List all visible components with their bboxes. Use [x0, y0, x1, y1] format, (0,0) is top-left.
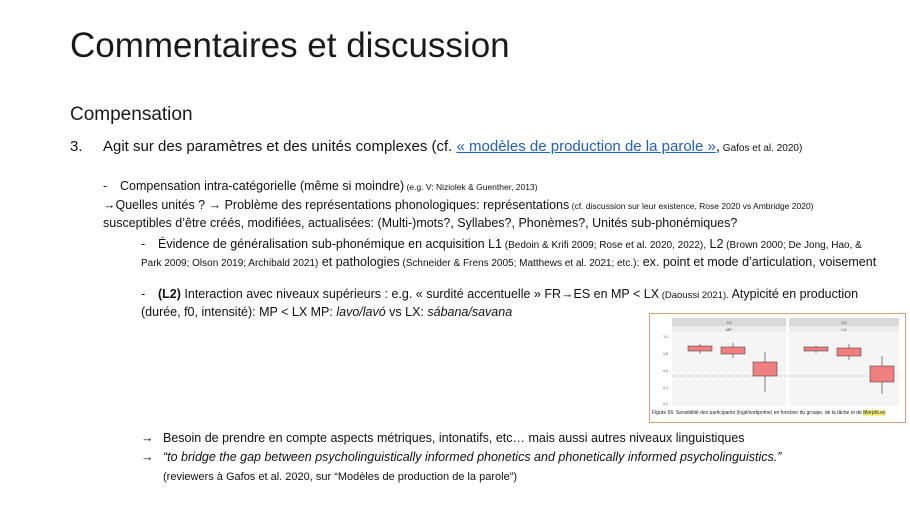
box — [837, 348, 861, 356]
dash-marker: - — [141, 287, 146, 301]
bottom-point-2 — [141, 449, 901, 466]
bullet4-ref1: (Daoussi 2021). — [659, 290, 729, 301]
y-tick: 0.4 — [663, 386, 668, 390]
box — [870, 366, 894, 382]
bullet3-ref2: (Brown 2000; De Jong, Hao, & Park 2009; Olson 2019; Archibald 2021) — [141, 240, 862, 269]
figure-caption-highlight: MorphLex — [863, 410, 886, 416]
bullet-units — [103, 197, 863, 232]
figure-caption — [652, 410, 904, 416]
bullet3-ref3: (Schneider & Frens 2005; Matthews et al. 2021; etc.): — [399, 258, 640, 269]
y-tick: 1.0 — [663, 335, 668, 339]
dash-marker: - — [103, 179, 108, 193]
item-3-text: Agit sur des paramètres et des unités complexes (cf. — [103, 138, 457, 155]
bottom-point-1 — [141, 430, 901, 447]
section-heading: Compensation — [70, 104, 193, 125]
bullet-intra-categorial — [103, 179, 538, 193]
bullet-evidence — [141, 236, 881, 272]
y-tick: 0.6 — [663, 369, 668, 373]
box — [804, 347, 828, 351]
bullet4-text2: Atypicité en production (durée, f0, intensité): MP < LX MP: — [141, 287, 859, 319]
y-tick: 0.8 — [663, 352, 668, 356]
bottom-point-3 — [163, 468, 910, 486]
box — [721, 347, 745, 354]
panel-top-label-left: C2 — [726, 320, 732, 325]
bullet4-text1: Interaction avec niveaux supérieurs : e.g. « surdité accentuelle » FR→ES en MP < LX — [180, 287, 660, 301]
bullet1-ref: (e.g. V: Niziolek & Guenther, 2013) — [404, 182, 538, 192]
bullet3-text4: ex. point et mode d’articulation, voisement — [639, 255, 877, 269]
bullet3-text3: et pathologies — [318, 255, 400, 269]
bottom1-text: Besoin de prendre en compte aspects métriques, intonatifs, etc… mais aussi autres niveaux linguistiques — [163, 431, 745, 445]
boxplot-figure — [650, 314, 905, 422]
box — [753, 362, 777, 376]
item-3-comma: , — [715, 138, 721, 155]
embedded-figure — [649, 313, 906, 423]
panel-top-label-right: C3 — [841, 320, 847, 325]
slide-title: Commentaires et discussion — [70, 26, 510, 65]
y-tick: 0.2 — [663, 402, 668, 406]
bullet2-text2: susceptibles d’être créés, modifiées, actualisées: (Multi-)mots?, Syllabes?, Phonèmes?, Unités sub-phonémiques? — [103, 216, 738, 230]
bullet3-text2: L2 — [706, 237, 724, 251]
bottom3-text: (reviewers à Gafos et al. 2020, sur “Modèles de production de la parole”) — [163, 471, 518, 483]
panel-sub-label-right: LX — [841, 327, 847, 332]
bullet4-bold: (L2) — [158, 287, 181, 301]
item-number: 3. — [70, 138, 83, 155]
dash-marker: - — [141, 237, 146, 251]
bottom2-quote: “to bridge the gap between psycholinguistically informed phonetics and phonetically informed psycholinguistics.” — [163, 450, 782, 464]
figure-caption-text: Figure 56: Sensibilité des participants (logit/sortiprime) en fonction du groupe, de la tâche et de — [652, 410, 864, 416]
bullet2-text1: Quelles unités ? → Problème des représentations phonologiques: représentations — [115, 198, 570, 212]
bullet1-text: Compensation intra-catégorielle (même si moindre) — [120, 179, 405, 193]
panel-sub-label-left: MP — [726, 327, 732, 332]
bullet2-ref: (cf. discussion sur leur existence, Rose 2020 vs Ambridge 2020) — [569, 201, 814, 211]
arrow-marker: → — [103, 198, 116, 212]
box — [688, 346, 712, 351]
item-3 — [103, 138, 878, 158]
arrow-marker: → — [141, 431, 154, 445]
bullet3-ref1: (Bedoin & Krifi 2009; Rose et al. 2020, 2022), — [502, 240, 707, 251]
item-3-ref: Gafos et al. 2020) — [720, 143, 803, 154]
bullet4-italic1: lavo/lavó — [336, 305, 386, 319]
arrow-marker: → — [141, 450, 154, 464]
bullet3-text1: Évidence de généralisation sub-phonémique en acquisition L1 — [158, 237, 502, 251]
bullet4-text3: vs LX: — [385, 305, 428, 319]
bullet4-italic2: sábana/savana — [427, 305, 513, 319]
production-models-link[interactable]: « modèles de production de la parole » — [456, 138, 716, 155]
